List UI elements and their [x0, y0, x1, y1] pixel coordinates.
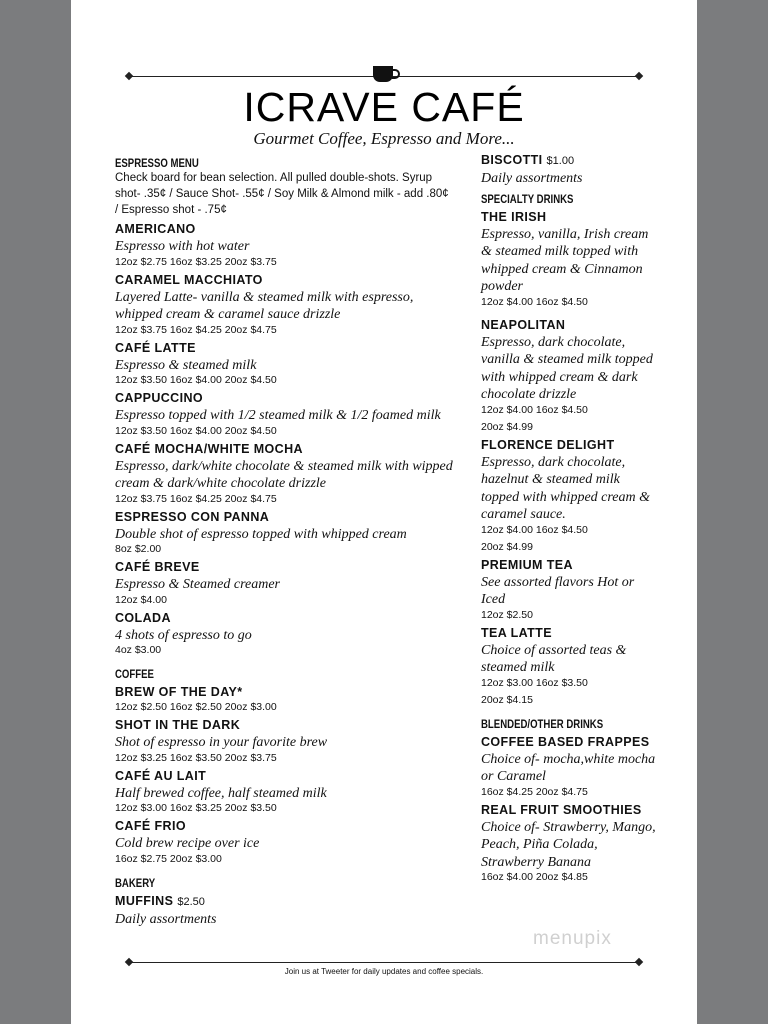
item-desc: Cold brew recipe over ice: [115, 836, 260, 851]
menu-item: [115, 390, 455, 438]
item-prices: 8oz $2.00: [115, 543, 162, 555]
item-prices: 12oz $3.75 16oz $4.25 20oz $4.75: [115, 492, 277, 505]
item-name: CAFÉ FRIO: [115, 819, 186, 833]
menu-item: [115, 509, 455, 557]
item-desc: Espresso, dark/white chocolate & steamed milk with wipped cream & dark/white chocolate drizzle: [115, 458, 453, 491]
menu-item: [115, 441, 455, 506]
item-name: SHOT IN THE DARK: [115, 718, 241, 732]
item-name: FLORENCE DELIGHT: [481, 437, 615, 452]
item-name: CAFÉ AU LAIT: [115, 768, 207, 783]
item-desc: Espresso topped with 1/2 steamed milk & 1/2 foamed milk: [115, 408, 441, 423]
menu-item: [115, 684, 455, 714]
item-prices: 12oz $2.50 16oz $2.50 20oz $3.00: [115, 701, 277, 713]
menu-item: [481, 802, 661, 885]
menu-item: [115, 818, 455, 866]
right-column: [481, 152, 661, 884]
item-desc: Half brewed coffee, half steamed milk: [115, 785, 327, 801]
specialty-heading: SPECIALTY DRINKS: [481, 191, 574, 206]
item-prices: 12oz $4.00: [115, 593, 167, 606]
item-name: [115, 893, 455, 911]
item-desc: Double shot of espresso topped with whipped cream: [115, 526, 407, 542]
item-name: TEA LATTE: [481, 625, 552, 640]
item-prices: 12oz $4.00 16oz $4.50: [481, 523, 588, 536]
coffee-heading: COFFEE: [115, 667, 154, 681]
muffins-name: MUFFINS: [115, 893, 174, 908]
item-desc: See assorted flavors Hot or Iced: [481, 574, 635, 607]
item-prices: 12oz $3.50 16oz $4.00 20oz $4.50: [115, 424, 277, 437]
item-desc: Daily assortments: [115, 911, 217, 927]
menu-item: [481, 557, 661, 622]
menu-item: [481, 625, 661, 707]
item-desc: Espresso with hot water: [115, 239, 250, 254]
item-prices: 16oz $2.75 20oz $3.00: [115, 852, 222, 865]
item-prices: 12oz $3.00 16oz $3.25 20oz $3.50: [115, 802, 277, 814]
item-name: [481, 152, 661, 170]
espresso-intro: Check board for bean selection. All pulled double-shots. Syrup shot- .35¢ / Sauce Shot- .55¢ / Soy Milk & Almond milk - add .80¢ / Espresso shot - .75¢: [115, 172, 449, 216]
menu-item: [115, 717, 455, 765]
footer-note: Join us at Tweeter for daily updates and coffee specials.: [284, 967, 484, 976]
item-name: CAFÉ MOCHA/WHITE MOCHA: [115, 441, 303, 456]
biscotti-price: $1.00: [546, 155, 575, 167]
menu-item: [115, 768, 455, 816]
item-prices: 20oz $4.99: [481, 540, 533, 553]
item-name: REAL FRUIT SMOOTHIES: [481, 802, 642, 817]
item-desc: 4 shots of espresso to go: [115, 627, 252, 643]
item-desc: Choice of- mocha,white mocha or Caramel: [481, 751, 656, 784]
left-column: [115, 152, 455, 928]
cafe-subtitle: Gourmet Coffee, Espresso and More...: [253, 129, 515, 148]
item-name: ESPRESSO CON PANNA: [115, 509, 270, 524]
bakery-heading: BAKERY: [115, 875, 156, 890]
item-desc: Espresso & Steamed creamer: [115, 577, 280, 592]
item-name: THE IRISH: [481, 209, 547, 224]
item-name: NEAPOLITAN: [481, 317, 566, 332]
item-desc: Layered Latte- vanilla & steamed milk with espresso, whipped cream & caramel sauce drizzle: [115, 289, 414, 322]
item-prices: 12oz $3.50 16oz $4.00 20oz $4.50: [115, 374, 277, 386]
item-name: PREMIUM TEA: [481, 557, 573, 572]
item-prices: 12oz $3.00 16oz $3.50: [481, 676, 588, 689]
item-prices: 4oz $3.00: [115, 644, 162, 656]
item-desc: Daily assortments: [481, 171, 583, 186]
item-prices: 12oz $4.00 16oz $4.50: [481, 403, 588, 416]
muffins-price: $2.50: [177, 895, 205, 908]
watermark: menupix: [533, 928, 612, 949]
item-name: COLADA: [115, 610, 171, 625]
menu-item: [115, 559, 455, 607]
item-prices: 20oz $4.99: [481, 420, 533, 433]
item-desc: Espresso, dark chocolate, hazelnut & steamed milk topped with whipped cream & caramel sauce.: [481, 454, 651, 522]
menu-item: [481, 317, 661, 434]
item-prices: 20oz $4.15: [481, 693, 533, 706]
item-name: AMERICANO: [115, 222, 196, 236]
menu-item: [481, 734, 661, 799]
item-prices: 16oz $4.00 20oz $4.85: [481, 871, 588, 883]
item-name: CAFÉ LATTE: [115, 340, 196, 355]
menu-page: [71, 0, 697, 1024]
item-prices: 12oz $2.75 16oz $3.25 20oz $3.75: [115, 255, 277, 268]
item-prices: 16oz $4.25 20oz $4.75: [481, 785, 588, 798]
bottom-divider: [129, 962, 639, 965]
menu-item: [115, 272, 455, 337]
item-prices: 12oz $2.50: [481, 608, 533, 621]
item-desc: Choice of- Strawberry, Mango, Peach, Piña Colada, Strawberry Banana: [481, 819, 656, 870]
item-prices: 12oz $3.75 16oz $4.25 20oz $4.75: [115, 323, 277, 336]
item-name: COFFEE BASED FRAPPES: [481, 734, 650, 749]
item-name: BREW OF THE DAY*: [115, 685, 243, 699]
item-name: CARAMEL MACCHIATO: [115, 272, 263, 287]
cafe-title: ICRAVE CAFÉ: [243, 84, 525, 130]
menu-item: [115, 610, 455, 658]
item-name: CAPPUCCINO: [115, 391, 204, 405]
menu-item: [481, 209, 661, 309]
menu-item: [481, 152, 661, 188]
blended-heading: BLENDED/OTHER DRINKS: [481, 716, 604, 731]
menu-item: [115, 221, 455, 269]
item-name: CAFÉ BREVE: [115, 560, 200, 574]
item-desc: Espresso, vanilla, Irish cream & steamed milk topped with whipped cream & Cinnamon powder: [481, 226, 649, 294]
item-desc: Espresso & steamed milk: [115, 357, 257, 373]
menu-item: [115, 340, 455, 388]
item-desc: Shot of espresso in your favorite brew: [115, 735, 328, 750]
coffee-cup-icon: [373, 66, 393, 82]
item-prices: 12oz $4.00 16oz $4.50: [481, 295, 588, 308]
espresso-heading: ESPRESSO MENU: [115, 156, 199, 170]
item-desc: Choice of assorted teas & steamed milk: [481, 642, 627, 675]
menu-item: [115, 893, 455, 929]
menu-item: [481, 437, 661, 554]
biscotti-name: BISCOTTI: [481, 153, 543, 167]
item-desc: Espresso, dark chocolate, vanilla & steamed milk topped with whipped cream & dark chocolate drizzle: [481, 334, 653, 402]
item-prices: 12oz $3.25 16oz $3.50 20oz $3.75: [115, 751, 277, 764]
